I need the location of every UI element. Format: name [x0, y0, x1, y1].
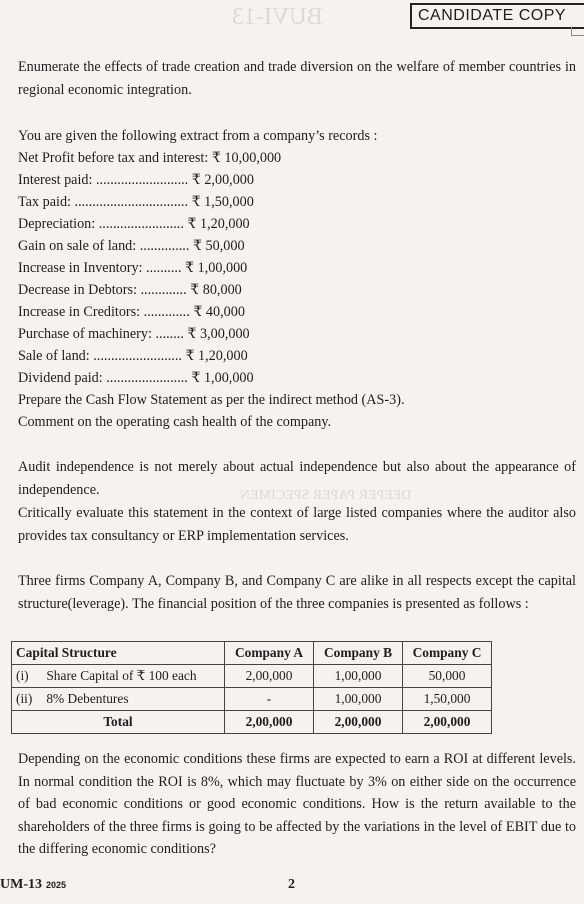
cash-item-machinery: Purchase of machinery: ........ ₹ 3,00,000: [18, 326, 250, 342]
row-index: (ii): [12, 688, 37, 711]
row-label: 8% Debentures: [36, 688, 224, 711]
course-code: UM-13: [0, 877, 42, 892]
cash-item-creditors: Increase in Creditors: ............. ₹ 40,000: [18, 304, 245, 320]
cell-company-c: 1,50,000: [403, 688, 492, 711]
question-trade-creation: Enumerate the effects of trade creation and trade diversion on the welfare of member countries in regional economic integration.: [18, 59, 576, 98]
table-row: [12, 688, 492, 711]
table-header-row: [12, 642, 492, 665]
stamp-corner: [571, 27, 584, 36]
cash-flow-task-prepare: Prepare the Cash Flow Statement as per the indirect method (AS-3).: [18, 392, 405, 408]
total-company-c: 2,00,000: [403, 711, 492, 734]
header-company-b: Company B: [314, 642, 403, 665]
cash-item-dividend: Dividend paid: ....................... ₹ 1,00,000: [18, 370, 254, 386]
cell-company-a: 2,00,000: [225, 665, 314, 688]
table-total-row: [12, 711, 492, 734]
cell-company-b: 1,00,000: [314, 688, 403, 711]
cash-item-depreciation: Depreciation: ........................ ₹ 1,20,000: [18, 216, 250, 232]
audit-task: Critically evaluate this statement in the context of large listed companies where the auditor also provides tax consultancy or ERP implementation services.: [18, 505, 576, 544]
cash-flow-intro: You are given the following extract from a company’s records :: [18, 128, 378, 144]
row-index: (i): [12, 665, 37, 688]
bleed-through-title: BUVI-13: [232, 4, 323, 30]
audit-statement: Audit independence is not merely about actual independence but also about the appearance of independence.: [18, 459, 576, 498]
row-label: Share Capital of ₹ 100 each: [36, 665, 224, 688]
cash-item-sale-land: Sale of land: ......................... ₹ 1,20,000: [18, 348, 248, 364]
header-company-c: Company C: [403, 642, 492, 665]
page-number: 2: [288, 877, 295, 892]
cash-item-gain-land: Gain on sale of land: .............. ₹ 50,000: [18, 238, 245, 254]
cash-item-debtors: Decrease in Debtors: ............. ₹ 80,000: [18, 282, 242, 298]
bleed-through-line: DEEPER PAPER SPECIMEN: [240, 488, 412, 503]
cell-company-a: -: [225, 688, 314, 711]
cash-item-inventory: Increase in Inventory: .......... ₹ 1,00,000: [18, 260, 248, 276]
cash-item-interest: Interest paid: .......................... ₹ 2,00,000: [18, 172, 254, 188]
cash-flow-task-comment: Comment on the operating cash health of the company.: [18, 414, 332, 430]
total-company-b: 2,00,000: [314, 711, 403, 734]
cash-item-tax: Tax paid: ................................ ₹ 1,50,000: [18, 194, 254, 210]
total-company-a: 2,00,000: [225, 711, 314, 734]
header-company-a: Company A: [225, 642, 314, 665]
header-capital-structure: Capital Structure: [12, 642, 225, 665]
total-label: Total: [12, 711, 225, 734]
capital-structure-table: [11, 641, 492, 734]
cell-company-b: 1,00,000: [314, 665, 403, 688]
cell-company-c: 50,000: [403, 665, 492, 688]
footer-year: 2025: [46, 880, 67, 890]
candidate-copy-stamp: CANDIDATE COPY: [410, 3, 584, 29]
cash-item-net-profit: Net Profit before tax and interest: ₹ 10,00,000: [18, 150, 282, 166]
footer-code: [0, 877, 66, 893]
leverage-question: Depending on the economic conditions these firms are expected to earn a ROI at different levels. In normal condition the ROI is 8%, which may fluctuate by 3% on either side on the occurrence of bad economic conditions or good economic conditions. How is the return available to the shareholders of the three firms is going to be affected by the variations in the level of EBIT due to the differing economic conditions?: [18, 751, 576, 857]
table-row: [12, 665, 492, 688]
leverage-intro: Three firms Company A, Company B, and Company C are alike in all respects except the capital structure(leverage). The financial position of the three companies is presented as follows :: [18, 573, 576, 612]
